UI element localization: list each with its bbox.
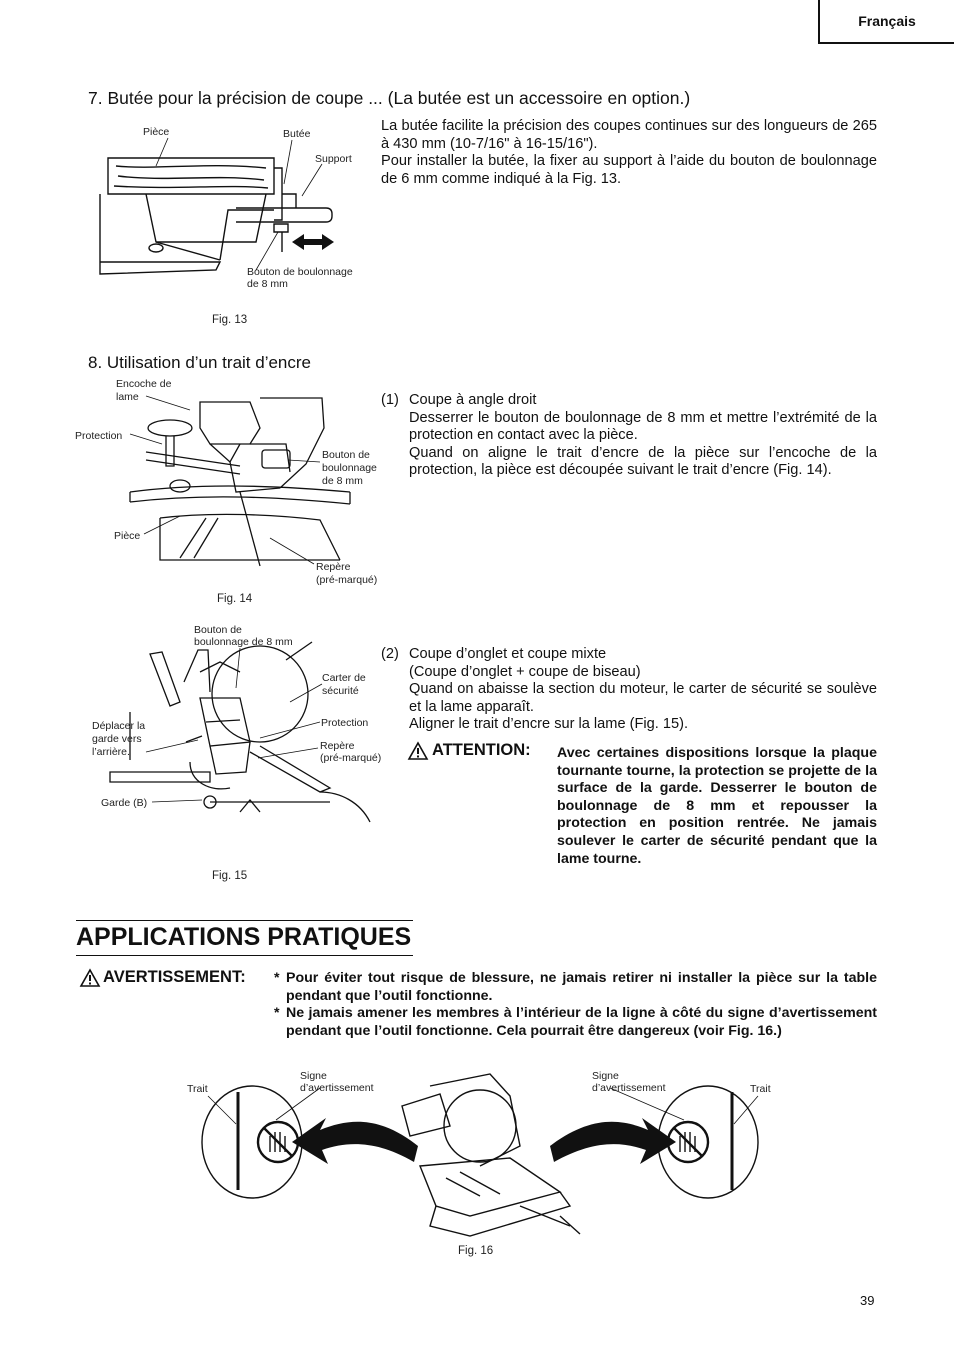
page-number: 39 [860, 1293, 875, 1308]
fig16-label-trait-left: Trait [187, 1083, 208, 1095]
section-7-heading: 7. Butée pour la précision de coupe ... (La butée est un accessoire en option.) [88, 88, 691, 108]
fig13-label-support: Support [315, 153, 352, 165]
fig15-label-protection: Protection [321, 717, 369, 729]
warning-item-text: Pour éviter tout risque de blessure, ne jamais retirer ni installer la pièce sur la table pendant que l’outil fonctionne. [286, 970, 877, 1004]
fig16-label-signe-right-line1: Signe [592, 1070, 619, 1082]
fig15-label-bouton-line2: boulonnage de 8 mm [194, 636, 293, 648]
language-tab [818, 0, 954, 44]
fig14-label-repere-line1: Repère [316, 561, 351, 573]
fig16-label-signe-left-line2: d’avertissement [300, 1082, 374, 1094]
fig15-label-deplacer-line3: l’arrière. [92, 746, 130, 758]
fig14-label-encoche-line2: lame [116, 391, 139, 403]
fig13-caption: Fig. 13 [212, 314, 248, 326]
fig15-label-repere-line2: (pré-marqué) [320, 752, 382, 764]
fig14-label-repere-line2: (pré-marqué) [316, 574, 378, 586]
item-2 [381, 646, 877, 734]
language-label: Français [858, 13, 916, 29]
bullet-star: * [274, 1005, 280, 1022]
item-2-text-1: Quand on abaisse la section du moteur, le carter de sécurité se soulève et la lame apparaît. [409, 681, 877, 715]
item-1 [381, 392, 877, 480]
fig14-label-protection: Protection [75, 430, 123, 442]
item-2-text-2: Aligner le trait d’encre sur la lame (Fig. 15). [409, 716, 689, 733]
fig16-caption: Fig. 16 [458, 1245, 494, 1257]
fig16-illustration [180, 1066, 790, 1246]
fig15-label-repere-line1: Repère [320, 740, 355, 752]
fig13-label-bouton-line2: de 8 mm [247, 278, 288, 290]
fig14-caption: Fig. 14 [217, 593, 253, 605]
fig13-label-piece: Pièce [143, 126, 170, 138]
fig15-label-deplacer-line1: Déplacer la [92, 720, 146, 732]
item-2-title: Coupe d’onglet et coupe mixte [409, 646, 607, 662]
fig14-label-bouton-line2: boulonnage [322, 462, 377, 474]
avertissement-label: AVERTISSEMENT: [103, 968, 246, 986]
fig16-label-signe-left-line1: Signe [300, 1070, 327, 1082]
bullet-star: * [274, 970, 280, 986]
item-1-text-2: Quand on aligne le trait d’encre de la pièce sur l’encoche de la protection, la pièce est découpée suivant le trait d’encre (Fig. 14). [409, 444, 877, 479]
item-2-number: (2) [381, 646, 399, 662]
fig14-label-bouton-line1: Bouton de [322, 449, 370, 461]
fig13-label-bouton-line1: Bouton de boulonnage [247, 266, 353, 278]
warning-item-text: Ne jamais amener les membres à l’intérieur de la ligne à côté du signe d’avertissement pendant que l’outil fonctionne. Cela pourrait être dangereux (voir Fig. 16.) [286, 1005, 877, 1039]
fig14-label-encoche-line1: Encoche de [116, 378, 172, 390]
fig15-label-deplacer-line2: garde vers [92, 733, 142, 745]
section-7-paragraph-1: La butée facilite la précision des coupes continues sur des longueurs de 265 à 430 mm (10-7/16" à 16-15/16"). [381, 118, 877, 152]
warning-item [274, 1005, 877, 1040]
fig15-label-garde: Garde (B) [101, 797, 148, 809]
fig13-label-butee: Butée [283, 128, 311, 140]
applications-title: APPLICATIONS PRATIQUES [76, 920, 413, 956]
fig16-label-trait-right: Trait [750, 1083, 771, 1095]
section-7-paragraph-2: Pour installer la butée, la fixer au support à l’aide du bouton de boulonnage de 6 mm comme indiqué à la Fig. 13. [381, 153, 877, 187]
section-7-text [381, 118, 877, 188]
item-2-subtitle: (Coupe d’onglet + coupe de biseau) [409, 663, 641, 680]
fig15-label-carter-line1: Carter de [322, 672, 366, 684]
warning-triangle-icon [80, 969, 100, 987]
fig15-label-carter-line2: sécurité [322, 685, 359, 697]
warning-triangle-icon [408, 742, 428, 760]
fig15-caption: Fig. 15 [212, 870, 248, 882]
fig14-label-piece: Pièce [114, 530, 141, 542]
attention-text: Avec certaines dispositions lorsque la plaque tournante tourne, la protection se projette de la surface de la garde. Desserrer le bouton de boulonnage de 8 mm et repousser la protection en position rentrée. Ne jamais soulever le carter de sécurité pendant que la lame tourne. [557, 745, 877, 867]
fig16-label-signe-right-line2: d’avertissement [592, 1082, 666, 1094]
fig14-label-bouton-line3: de 8 mm [322, 475, 363, 487]
warning-item [274, 970, 877, 1005]
item-1-text-1: Desserrer le bouton de boulonnage de 8 mm et mettre l’extrémité de la protection en contact avec la pièce. [409, 409, 877, 444]
item-1-number: (1) [381, 392, 399, 408]
warning-list [274, 970, 877, 1040]
fig15-label-bouton-line1: Bouton de [194, 624, 242, 636]
attention-label: ATTENTION: [432, 741, 531, 759]
item-1-title: Coupe à angle droit [409, 392, 537, 408]
section-8-heading: 8. Utilisation d’un trait d’encre [88, 353, 312, 372]
